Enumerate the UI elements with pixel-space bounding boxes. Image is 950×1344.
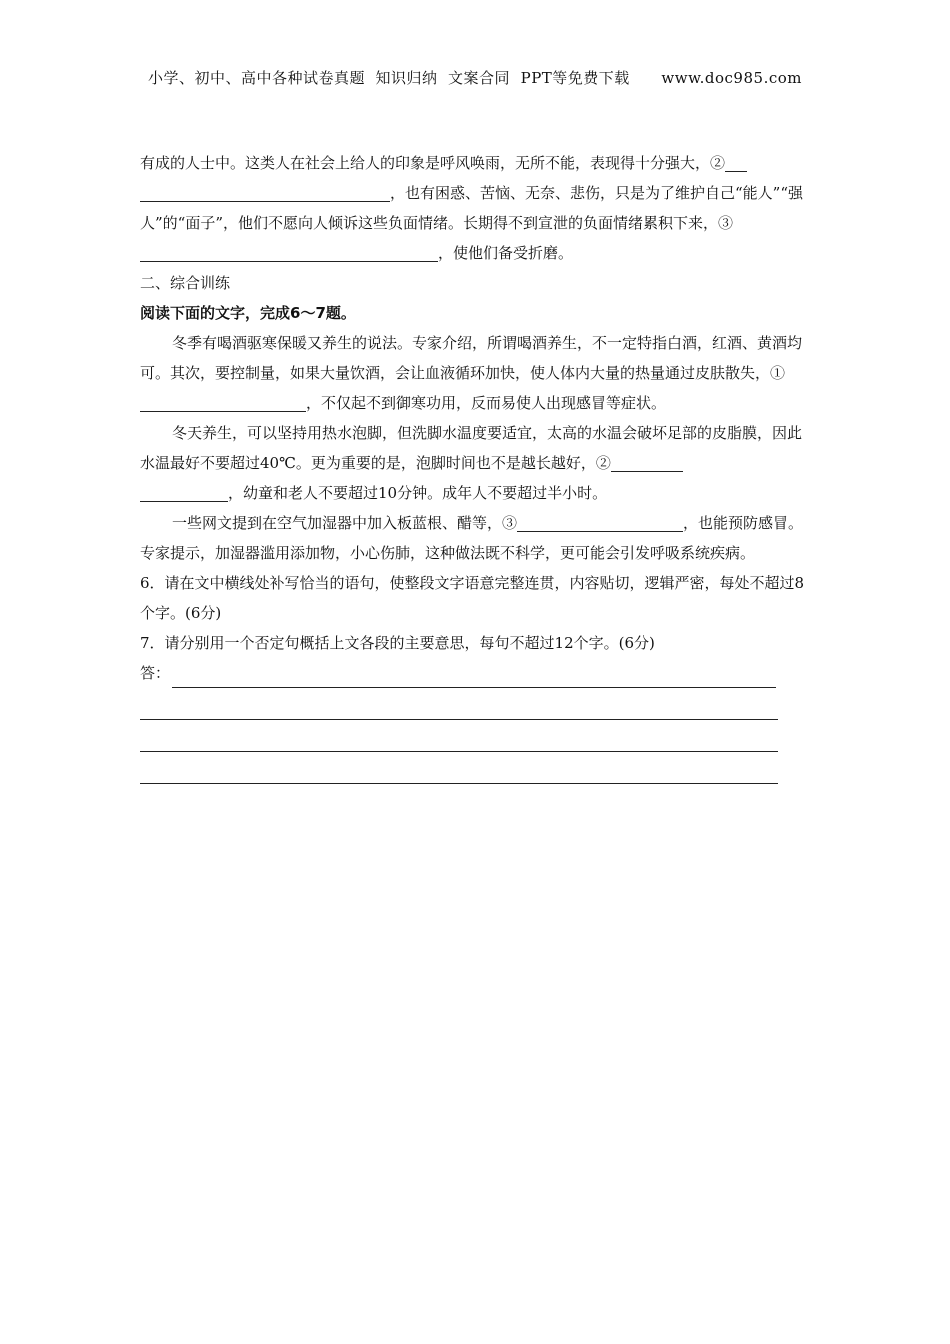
section-title: 二、综合训练 — [140, 274, 231, 292]
passage-intro-part1 — [140, 148, 812, 268]
fill-blank-3[interactable] — [517, 513, 683, 532]
paragraph-3 — [140, 508, 812, 568]
fill-blank-2-start[interactable] — [611, 453, 683, 472]
fill-blank-1[interactable] — [140, 393, 306, 412]
blank-marker: ① — [770, 364, 786, 382]
paragraph-text: ，不仅起不到御寒功用，反而易使人出现感冒等症状。 — [306, 394, 667, 412]
paragraph-text: 冬季有喝酒驱寒保暖又养生的说法。专家介绍，所谓喝酒养生，不一定特指白酒，红酒、黄酒均可。其次，要控制量，如果大量饮酒，会让血液循环加快，使人体内大量的热量通过皮肤散失， — [140, 334, 803, 382]
page-header: 小学、初中、高中各种试卷真题 知识归纳 文案合同 PPT等免费下载 www.doc985.com — [147, 69, 802, 87]
blank-marker: ② — [595, 454, 611, 472]
paragraph-text: 冬天养生，可以坚持用热水泡脚，但洗脚水温度要适宜，太高的水温会破坏足部的皮脂膜，因此水温最好不要超过40℃。更为重要的是，泡脚时间也不是越长越好， — [140, 424, 803, 472]
fill-blank-2-end[interactable] — [140, 183, 390, 202]
paragraph-2 — [140, 418, 812, 508]
answer-line[interactable] — [140, 688, 778, 720]
paragraph-text: ，幼童和老人不要超过10分钟。成年人不要超过半小时。 — [228, 484, 608, 502]
passage-text: ，也有困惑、苦恼、无奈、悲伤，只是为了维护自己“能人”“强人”的“面子”，他们不愿向人倾诉这些负面情绪。长期得不到宣泄的负面情绪累积下来， — [140, 184, 804, 232]
blank-marker: ② — [710, 154, 726, 172]
document-body — [140, 148, 812, 784]
answer-area-first-line — [140, 658, 812, 688]
passage-text: 有成的人士中。这类人在社会上给人的印象是呼风唤雨，无所不能，表现得十分强大， — [140, 154, 711, 172]
paragraph-text: ，也能预防感冒。专家提示，加湿器滥用添加物，小心伤肺，这种做法既不科学，更可能会引发呼吸系统疾病。 — [140, 514, 804, 562]
question-6: 6．请在文中横线处补写恰当的语句，使整段文字语意完整连贯，内容贴切，逻辑严密，每处不超过8个字。(6分) — [140, 574, 805, 622]
paragraph-text: 一些网文提到在空气加湿器中加入板蓝根、醋等， — [172, 514, 503, 532]
answer-label: 答： — [140, 664, 171, 682]
fill-blank-2-start[interactable] — [725, 153, 747, 172]
passage-text: ，使他们备受折磨。 — [438, 244, 574, 262]
answer-line[interactable] — [140, 720, 778, 752]
blank-marker: ③ — [502, 514, 518, 532]
section-instruction: 阅读下面的文字，完成6～7题。 — [140, 304, 356, 322]
fill-blank-3[interactable] — [140, 243, 438, 262]
paragraph-1 — [140, 328, 812, 418]
fill-blank-2-end[interactable] — [140, 483, 228, 502]
answer-line[interactable] — [172, 665, 776, 688]
blank-marker: ③ — [718, 214, 734, 232]
question-7: 7．请分别用一个否定句概括上文各段的主要意思，每句不超过12个字。(6分) — [140, 634, 655, 652]
answer-line[interactable] — [140, 752, 778, 784]
